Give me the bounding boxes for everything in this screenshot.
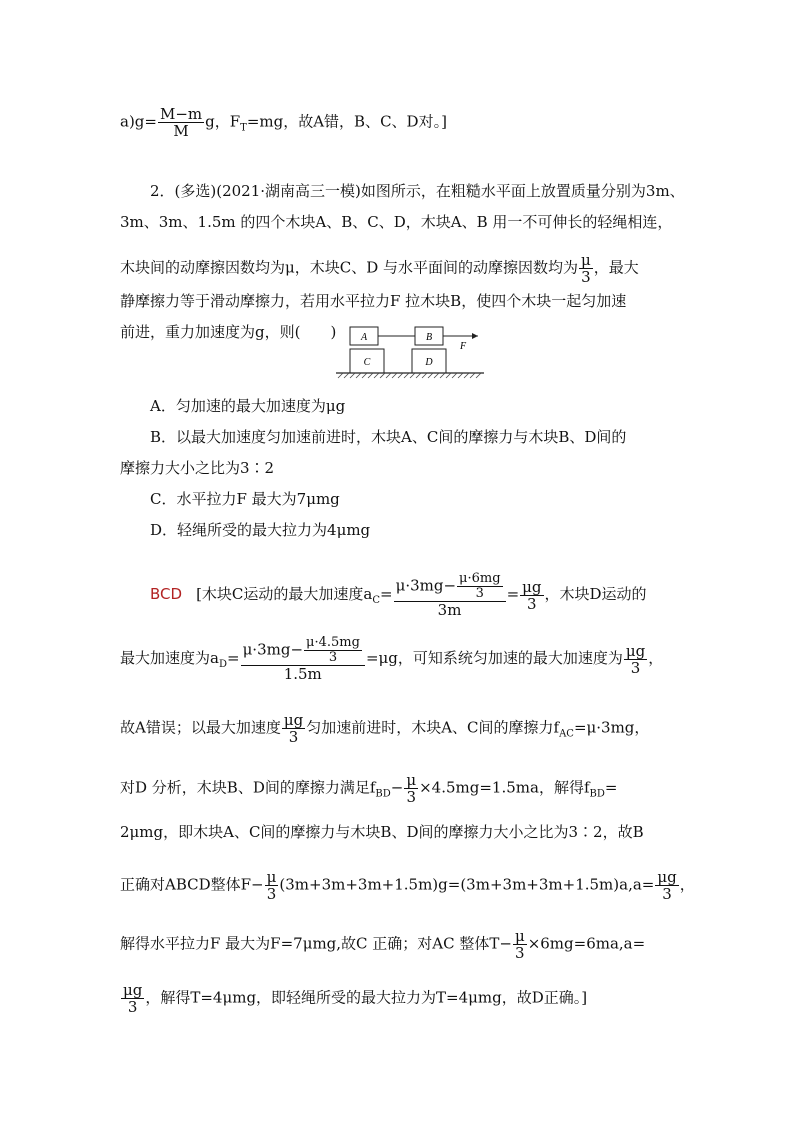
arrow-head-icon: [472, 333, 478, 339]
numerator: μg: [625, 641, 646, 660]
text: ×6mg=6ma,a=: [527, 934, 646, 953]
option-b-line-1: B．以最大加速度匀加速前进时，木块A、C间的摩擦力与木块B、D间的: [150, 428, 627, 446]
subscript: BD: [375, 788, 391, 800]
text: ，木块D运动的: [544, 585, 647, 603]
text: (3m+3m+3m+1.5m)g=(3m+3m+3m+1.5m)a,a=: [279, 875, 655, 894]
option-a: A．匀加速的最大加速度为μg: [150, 397, 346, 415]
text: −: [390, 778, 404, 797]
prev-solution-tail: [120, 106, 447, 139]
solution-line-5: 2μmg，即木块A、C间的摩擦力与木块B、D间的摩擦力大小之比为3∶2，故B: [120, 823, 644, 841]
text: =μ·3mg，: [573, 718, 650, 737]
text: μ·3mg−: [242, 640, 304, 659]
text: 匀加速前进时，木块A、C间的摩擦力f: [306, 718, 560, 737]
question-line-4: 静摩擦力等于滑动摩擦力，若用水平拉力F 拉木块B，使四个木块一起匀加速: [120, 292, 627, 310]
solution-line-6: [120, 869, 695, 902]
fraction: [282, 712, 305, 745]
fraction: [520, 579, 543, 612]
denominator: M: [173, 122, 189, 140]
numerator: μg: [522, 577, 542, 596]
text: a)g=: [120, 112, 157, 131]
fraction: [394, 572, 506, 618]
denominator: 3m: [437, 601, 462, 619]
denominator: 3: [288, 728, 299, 746]
solution-line-7: [120, 928, 645, 961]
text: ，: [679, 875, 695, 894]
text: ，: [648, 649, 664, 667]
numerator: μg: [657, 868, 677, 886]
numerator: μ: [514, 927, 525, 945]
block-d-label: D: [425, 357, 433, 368]
question-line-5: 前进，重力加速度为g，则( ): [120, 323, 337, 341]
text: ，最大: [593, 258, 639, 277]
fraction: [241, 636, 365, 682]
ground-hatching: [338, 373, 481, 378]
text: =: [506, 585, 520, 603]
subscript: C: [372, 595, 380, 606]
denominator: 3: [406, 788, 416, 806]
text: 正确对ABCD整体F−: [120, 875, 264, 894]
subscript: BD: [589, 788, 605, 800]
text: 木块间的动摩擦因数均为μ，木块C、D 与水平面间的动摩擦因数均为: [120, 258, 579, 277]
fraction: [513, 928, 527, 961]
blocks-diagram: [334, 325, 486, 381]
text: 最大加速度为a: [120, 649, 219, 667]
text: g，F: [205, 112, 241, 131]
numerator: μ·6mg: [459, 571, 501, 586]
block-a-label: A: [360, 332, 368, 343]
fraction: [624, 643, 647, 676]
numerator: μg: [283, 711, 304, 729]
text: ×4.5mg=1.5ma，解得f: [419, 778, 590, 797]
text: =: [380, 585, 393, 603]
denominator: 3: [662, 885, 672, 903]
denominator: 1.5m: [283, 665, 322, 683]
text: 故A错误；以最大加速度: [120, 718, 281, 737]
denominator: 3: [266, 885, 277, 903]
option-d: D．轻绳所受的最大拉力为4μmg: [150, 521, 371, 539]
fraction: [404, 772, 418, 805]
solution-line-3: [120, 712, 649, 745]
text: =mg，故A错，B、C、D对。]: [246, 112, 447, 131]
numerator: μ: [406, 771, 417, 789]
denominator: 3: [527, 594, 537, 613]
fraction: [158, 106, 204, 139]
text: =: [226, 649, 240, 667]
text: [木块C运动的最大加速度a: [196, 585, 373, 603]
text: 对D 分析，木块B、D间的摩擦力满足f: [120, 778, 376, 797]
solution-line-8: [120, 982, 587, 1015]
text: =μg，可知系统匀加速的最大加速度为: [365, 649, 623, 667]
option-b-line-2: 摩擦力大小之比为3∶2: [120, 459, 275, 477]
force-label: F: [460, 341, 467, 352]
solution-line-4: [120, 772, 617, 805]
numerator: M−m: [159, 105, 203, 123]
subscript: AC: [559, 728, 574, 740]
inner-fraction: [457, 572, 503, 601]
numerator: [241, 636, 365, 666]
block-c-label: C: [363, 357, 371, 368]
option-c: C．水平拉力F 最大为7μmg: [150, 490, 340, 508]
numerator: μ·4.5mg: [306, 635, 360, 650]
denominator: 3: [515, 944, 525, 962]
numerator: [394, 572, 506, 602]
inner-fraction: [304, 636, 362, 665]
fraction: [121, 982, 144, 1015]
denominator: 3: [328, 650, 338, 665]
solution-line-1: [150, 572, 647, 618]
numerator: μg: [123, 981, 143, 999]
text: μ·3mg−: [395, 576, 457, 595]
denominator: 3: [475, 586, 484, 601]
block-b-label: B: [425, 332, 433, 343]
solution-line-2: [120, 636, 663, 682]
fraction: [265, 869, 279, 902]
subscript: T: [240, 122, 247, 134]
text: ，解得T=4μmg，即轻绳所受的最大拉力为T=4μmg，故D正确。]: [145, 988, 588, 1007]
denominator: 3: [630, 658, 641, 677]
fraction: [579, 252, 593, 285]
question-line-1: 2．(多选)(2021·湖南高三一模)如图所示，在粗糙水平面上放置质量分别为3m、: [150, 182, 685, 200]
denominator: 3: [581, 268, 591, 286]
subscript: D: [218, 659, 227, 670]
fraction: [655, 869, 678, 902]
text: 解得水平拉力F 最大为F=7μmg,故C 正确；对AC 整体T−: [120, 934, 512, 953]
answer-label: BCD: [150, 585, 183, 603]
question-line-3: [120, 252, 639, 285]
numerator: μ: [266, 868, 277, 886]
denominator: 3: [127, 998, 138, 1016]
numerator: μ: [581, 251, 591, 269]
question-line-2: 3m、3m、1.5m 的四个木块A、B、C、D，木块A、B 用一不可伸长的轻绳相连，: [120, 213, 673, 231]
text: =: [604, 778, 618, 797]
